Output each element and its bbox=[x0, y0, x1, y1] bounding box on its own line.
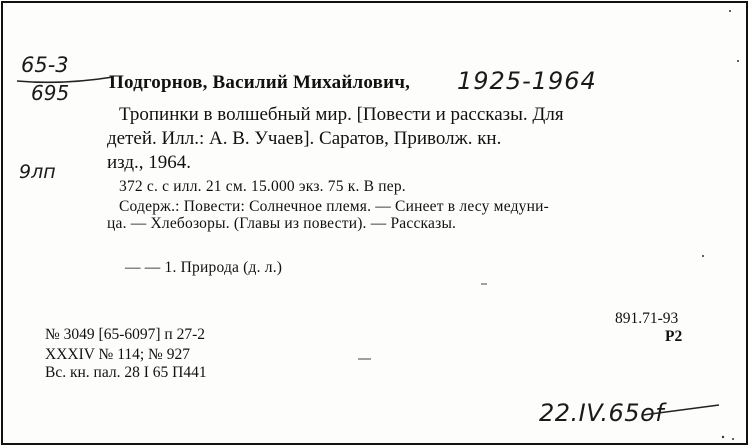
classification-number: 891.71-93 bbox=[615, 310, 679, 327]
title-line-2: детей. Илл.: А. В. Учаев]. Саратов, Приволж. кн. bbox=[107, 128, 502, 149]
catalog-card bbox=[1, 1, 748, 445]
shelfmark-top: 65-3 bbox=[21, 53, 69, 77]
title-line-1: Тропинки в волшебный мир. [Повести и рассказы. Для bbox=[119, 104, 564, 125]
author-heading: Подгорнов, Василий Михайлович, bbox=[109, 72, 411, 93]
author-dates-handwritten: 1925-1964 bbox=[457, 67, 597, 95]
contents-line-2: ца. — Хлебозоры. (Главы из повести). — Рассказы. bbox=[107, 215, 457, 232]
subject-tracing: — — 1. Природа (д. л.) bbox=[125, 259, 283, 276]
margin-note-handwritten: 9лп bbox=[19, 161, 56, 183]
accession-stamp-handwritten: 22.IV.65of bbox=[539, 399, 665, 427]
record-line-3: Вс. кн. пал. 28 I 65 П441 bbox=[45, 364, 207, 381]
physical-description: 372 с. с илл. 21 см. 15.000 экз. 75 к. В пер. bbox=[119, 178, 406, 195]
author-mark: Р2 bbox=[665, 328, 683, 345]
record-line-2: XXXIV № 114; № 927 bbox=[45, 346, 190, 363]
record-line-1: № 3049 [65-6097] п 27-2 bbox=[45, 326, 205, 343]
scan-specks bbox=[3, 3, 750, 447]
shelfmark-bottom: 695 bbox=[31, 81, 70, 105]
contents-line-1: Содерж.: Повести: Солнечное племя. — Синеет в лесу медуни- bbox=[119, 198, 549, 215]
title-line-3: изд., 1964. bbox=[107, 152, 191, 173]
